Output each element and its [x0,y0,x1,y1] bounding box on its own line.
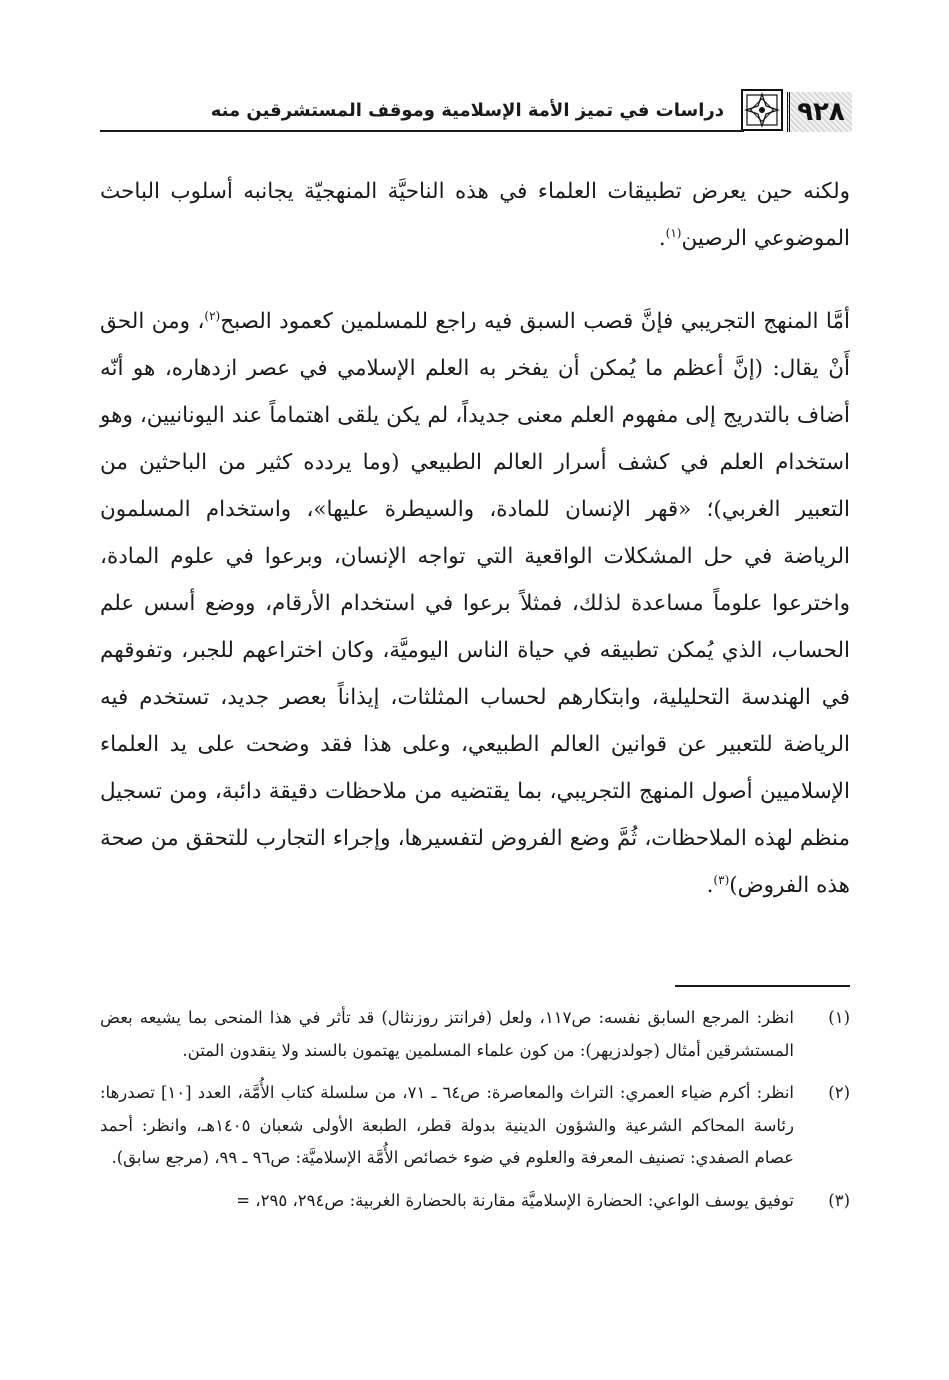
footnote-text: توفيق يوسف الواعي: الحضارة الإسلاميَّة مقارنة بالحضارة الغربية: ص٢٩٤، ٢٩٥، = [236,1190,794,1210]
page-number: ٩٢٨ [787,92,852,132]
footnote [100,1185,850,1218]
geometric-ornament-icon [740,88,784,132]
page-header [100,88,852,136]
footnote-divider [675,985,850,987]
paragraph-text: ولكنه حين يعرض تطبيقات العلماء في هذه الناحيَّة المنهجيّة يجانبه أسلوب الباحث الموضوعي الرصين [100,179,850,251]
footnote [100,1002,850,1067]
header-divider [100,130,744,132]
footnote-text: انظر: المرجع السابق نفسه: ص١١٧، ولعل (فرانتز روزنثال) قد تأثر في هذا المنحى بما يشيعه بعض المستشرقين أمثال (جولدزيهر): من كون علماء المسلمين يهتمون بالسند ولا ينقدون المتن. [100,1008,794,1060]
footnote-number: (٢) [828,1083,850,1102]
footnote-number: (٣) [828,1190,850,1210]
main-text [100,168,850,909]
footnote-ref: (٢) [204,308,221,323]
paragraph [100,168,850,262]
paragraph-text: أمَّا المنهج التجريبي فإنَّ قصب السبق فيه راجع للمسلمين كعمود الصبح [220,309,850,334]
footnote-ref: (١) [665,225,682,240]
running-title: دراسات في تميز الأمة الإسلامية وموقف المستشرقين منه [210,100,724,121]
footnote-number: (١) [828,1008,850,1027]
footnote [100,1077,850,1175]
period: . [706,873,714,898]
paragraph [100,298,850,909]
footnote-ref: (٣) [713,872,730,887]
footnotes [100,1002,850,1227]
paragraph-text: ، ومن الحق أَنْ يقال: (إنَّ أعظم ما يُمكن أن يفخر به العلم الإسلامي في عصر ازدهاره، هو أنّه أضاف بالتدريج إلى مفهوم العلم معنى جديداً، لم يكن يلقى اهتماماً عند اليونانيين، وهو استخدام العلم في كشف أسرار العالم الطبيعي (وما يردده كثير من الباحثين من التعبير الغربي)؛ «قهر الإنسان للمادة، والسيطرة عليها»، واستخدام المسلمون الرياضة في حل المشكلات الواقعية التي تواجه الإنسان، وبرعوا في علوم المادة، واخترعوا علوماً مساعدة لذلك، فمثلاً برعوا في استخدام الأرقام، ووضع أسس علم الحساب، الذي يُمكن تطبيقه في حياة الناس اليوميَّة، وكان اختراعهم للجبر، وتفوقهم في الهندسة التحليلية، وابتكارهم لحساب المثلثات، إيذاناً بعصر جديد، تستخدم فيه الرياضة للتعبير عن قوانين العالم الطبيعي، وعلى هذا فقد وضحت على يد العلماء الإسلاميين أصول المنهج التجريبي، بما يقتضيه من ملاحظات دقيقة دائبة، ومن تسجيل منظم لهذه الملاحظات، ثُمَّ وضع الفروض لتفسيرها، وإجراء التجارب للتحقق من صحة هذه الفروض) [100,309,850,898]
footnote-text: انظر: أكرم ضياء العمري: التراث والمعاصرة: ص٦٤ ـ ٧١، من سلسلة كتاب الأُمَّة، العدد [١٠] تصدرها: رئاسة المحاكم الشرعية والشؤون الدينية بدولة قطر، الطبعة الأولى شعبان ١٤٠٥هـ، وانظر: أحمد عصام الصفدي: تصنيف المعرفة والعلوم في ضوء خصائص الأُمَّة الإسلاميَّة: ص٩٦ ـ ٩٩، (مرجع سابق). [100,1083,794,1167]
period: . [658,226,666,251]
